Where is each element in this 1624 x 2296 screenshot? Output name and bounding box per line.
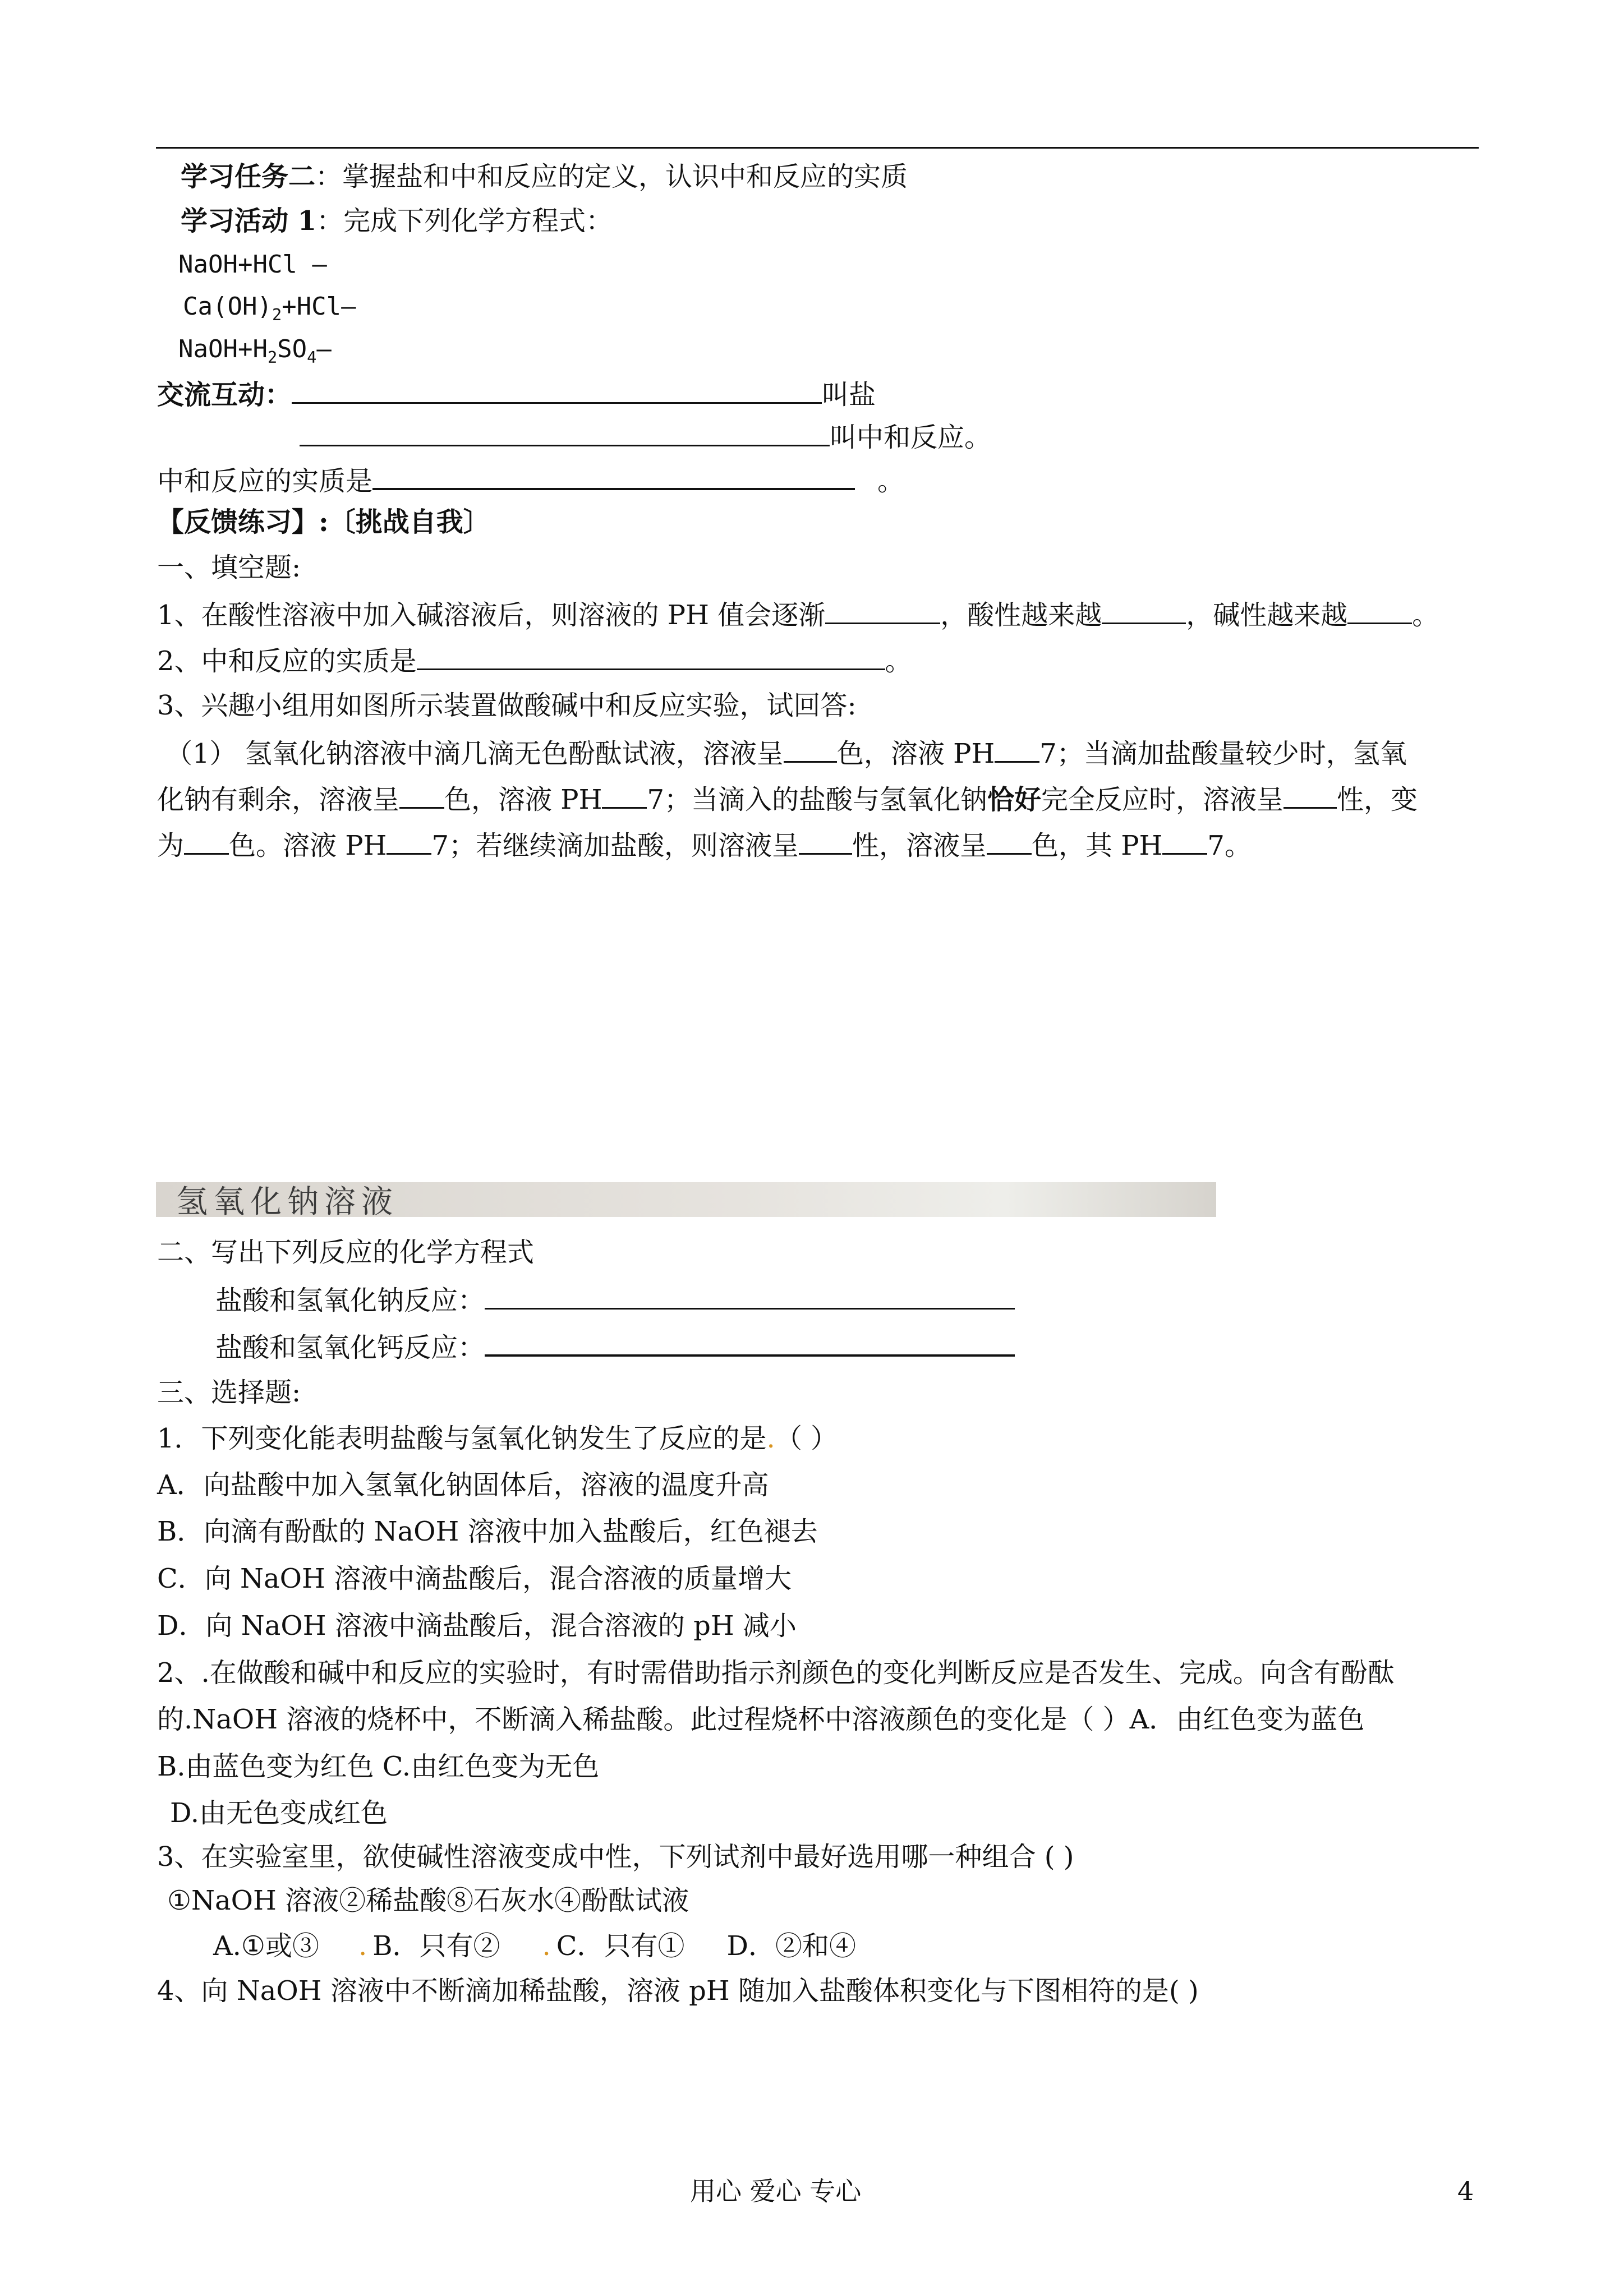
task2-label: 学习任务二 [181,161,316,192]
fill-q1-blank-2[interactable] [1102,598,1186,624]
fill-q3-l1-c: 7；当滴加盐酸量较少时，氢氧 [1039,738,1407,769]
activity1-text: ：完成下列化学方程式： [316,205,613,237]
reaction-2-label: 盐酸和氢氧化钙反应： [215,1332,485,1363]
section2-title: 二、写出下列反应的化学方程式 [157,1237,535,1268]
fill-q3-l2-c: 7；当滴入的盐酸与氢氧化钠 [647,784,987,815]
neutralization-suffix: 叫中和反应。 [830,422,992,453]
choice-question-3: 3、在实验室里，欲使碱性溶液变成中性，下列试剂中最好选用哪一种组合 ( ) [157,1841,1074,1873]
fill-q3-blank-color-1[interactable] [784,736,837,763]
reaction-2-blank[interactable] [485,1330,1015,1357]
fill-q3-blank-ph-4[interactable] [1162,828,1207,855]
choice-q3-opt-b: B．只有② [372,1930,500,1962]
fill-q1-text-a: 1、在酸性溶液中加入碱溶液后，则溶液的 PH 值会逐渐 [157,600,826,631]
fill-q3-line-3 [157,828,1252,863]
figure-caption: 氢氧化钠溶液 [176,1184,398,1220]
equation-1-text: NaOH+HCl — [178,250,327,279]
fill-q3-l2-e: 性，变 [1337,784,1418,815]
essence-blank[interactable] [372,463,855,490]
fill-q1-blank-1[interactable] [825,598,940,624]
choice-q3-options [213,1930,856,1963]
choice-q1-option-a: A．向盐酸中加入氢氧化钠固体后，溶液的温度升高 [157,1469,769,1501]
fill-q1-text-d: 。 [1412,600,1439,631]
page-number: 4 [1457,2176,1474,2206]
section1-title: 一、填空题: [157,552,301,583]
essence-line [157,463,904,498]
fill-q1-text-b: ，酸性越来越 [940,600,1102,631]
choice-q3-opt-c: C．只有① [556,1930,685,1962]
figure-strip-image [156,1182,1216,1220]
essence-text: 中和反应的实质是 [157,465,373,497]
fill-q3-blank-ph-3[interactable] [387,828,431,855]
reaction-1 [215,1283,1015,1317]
fill-q3-l3-b: 色。溶液 PH [229,830,387,861]
section3-title: 三、选择题: [157,1377,301,1408]
fill-q3-line-1 [165,736,1407,771]
essence-end: 。 [877,465,905,497]
fill-q3-blank-nature-1[interactable] [1283,782,1337,809]
choice-question-4: 4、向 NaOH 溶液中不断滴加稀盐酸，溶液 pH 随加入盐酸体积变化与下图相符的是( ) [157,1975,1199,2007]
choice-q2-line-3: B.由蓝色变为红色 C.由红色变为无色 [157,1751,600,1782]
fill-q2-blank[interactable] [417,644,885,670]
fill-q3-l2-a: 化钠有剩余，溶液呈 [157,784,400,815]
fill-q3-line-2 [157,782,1418,817]
choice-q3-opt-d: D．②和④ [726,1930,857,1962]
exchange-line-2 [300,420,991,454]
fill-q3-l2-b: 色，溶液 PH [444,784,602,815]
equation-2-subscript: 2 [272,305,282,324]
choice-q3-dot-1: . [358,1930,367,1962]
fill-question-3: 3、兴趣小组用如图所示装置做酸碱中和反应实验，试回答: [157,690,857,721]
reaction-1-label: 盐酸和氢氧化钠反应： [215,1285,485,1316]
equation-2 [183,292,356,324]
reaction-1-blank[interactable] [485,1283,1015,1310]
feedback-title: 【反馈练习】:〔挑战自我〕 [157,506,490,538]
task2-line [181,161,908,193]
fill-q1-blank-3[interactable] [1347,598,1412,624]
task2-text: ：掌握盐和中和反应的定义，认识中和反应的实质 [315,161,908,192]
equation-3 [178,335,332,367]
equation-2-part-a: Ca(OH) [183,292,272,321]
equation-3-subscript-1: 2 [267,347,278,367]
header-rule [156,147,1479,149]
choice-q1-option-c: C．向 NaOH 溶液中滴盐酸后，混合溶液的质量增大 [157,1563,792,1594]
choice-q3-opt-a: A.①或③ [213,1930,319,1962]
activity1-line [181,205,613,238]
fill-q3-blank-ph-2[interactable] [602,782,647,809]
fill-q2-text-b: 。 [885,646,912,677]
equation-3-subscript-2: 4 [307,347,317,367]
fill-q3-blank-color-4[interactable] [987,828,1032,855]
choice-q2-line-4: D.由无色变成红色 [170,1797,388,1829]
choice-q2-line-1: 2、.在做酸和碱中和反应的实验时，有时需借助指示剂颜色的变化判断反应是否发生、完成。向含有酚酞 [157,1657,1395,1689]
equation-2-part-b: +HCl— [282,292,356,321]
exchange-line-1 [157,377,876,412]
fill-q3-l3-a: 为 [157,830,185,861]
salt-definition-blank[interactable] [292,377,822,404]
equation-3-part-a: NaOH+H [178,335,268,363]
fill-q3-blank-color-2[interactable] [399,782,444,809]
fill-q3-l3-d: 性，溶液呈 [852,830,987,861]
choice-q1-option-b: B．向滴有酚酞的 NaOH 溶液中加入盐酸后，红色褪去 [157,1516,818,1547]
equation-3-part-mid: SO [277,335,307,363]
fill-q3-blank-ph-1[interactable] [995,736,1039,763]
fill-q3-l3-e: 色，其 PH [1032,830,1163,861]
fill-q3-l1-a: （1） 氢氧化钠溶液中滴几滴无色酚酞试液，溶液呈 [165,738,784,769]
footer-motto: 用心 爱心 专心 [690,2176,862,2206]
choice-question-1 [157,1423,838,1455]
fill-question-2 [157,644,912,678]
fill-q3-l2-d: 完全反应时，溶液呈 [1041,784,1284,815]
fill-q3-l1-b: 色，溶液 PH [836,738,995,769]
choice-q1-stem: 1．下列变化能表明盐酸与氢氧化钠发生了反应的是 [157,1423,767,1454]
fill-q2-text-a: 2、中和反应的实质是 [157,646,417,677]
fill-q3-l3-c: 7；若继续滴加盐酸，则溶液呈 [431,830,799,861]
choice-q1-paren: （ ） [775,1423,838,1454]
fill-q3-l3-f: 7。 [1207,830,1252,861]
activity1-label: 学习活动 1 [181,205,317,237]
fill-q3-blank-color-3[interactable] [184,828,229,855]
salt-suffix: 叫盐 [822,379,876,411]
choice-q1-dot: . [766,1423,775,1454]
choice-q1-option-d: D．向 NaOH 溶液中滴盐酸后，混合溶液的 pH 减小 [157,1610,797,1642]
fill-question-1 [157,598,1439,632]
fill-q3-l2-bold: 恰好 [987,784,1041,815]
fill-q3-blank-nature-2[interactable] [799,828,852,855]
neutralization-definition-blank[interactable] [300,420,830,446]
choice-q3-dot-2: . [542,1930,551,1962]
fill-q1-text-c: ，碱性越来越 [1186,600,1348,631]
exchange-label: 交流互动： [157,379,292,411]
choice-q2-line-2: 的.NaOH 溶液的烧杯中，不断滴入稀盐酸。此过程烧杯中溶液颜色的变化是（ ）A．由红色变为蓝色 [157,1704,1365,1735]
equation-1 [178,250,327,280]
reaction-2 [215,1330,1015,1364]
equation-3-part-b: — [316,335,332,363]
choice-q3-items: ①NaOH 溶液②稀盐酸⑧石灰水④酚酞试液 [167,1885,689,1916]
